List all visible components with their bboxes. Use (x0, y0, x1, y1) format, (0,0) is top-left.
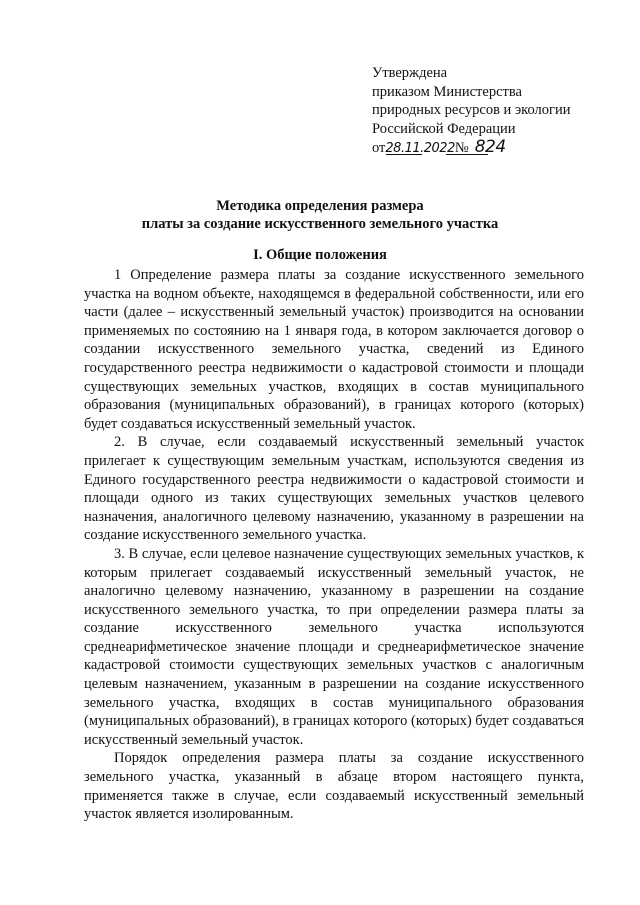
paragraph-4: Порядок определения размера платы за создание искусственного земельного участка, указанный в абзаце втором настоящего пункта, применяется также в случае, если создаваемый искусственный земельный участок является изолированным. (84, 750, 584, 823)
document-title (0, 197, 640, 233)
title-line-1: Методика определения размера (216, 198, 424, 214)
date-underline (386, 154, 422, 155)
paragraph-3: 3. В случае, если целевое назначение существующих земельных участков, к которым прилегает создаваемый искусственный земельный участок, не аналогично целевому назначению, указанному в разрешении на создание искусственного земельного участка, то при определении размера платы за создание искусственного земельного участка используются среднеарифметическое значение площади и среднеарифметическое значение кадастровой стоимости существующих земельных участков с аналогичным целевым назначением, указанным в разрешении на создание искусственного земельного участка, входящих в состав муниципального образования (муниципальных образований), в границах которого (которых) будет создаваться искусственный земельный участок. (84, 545, 584, 748)
order-date-number-line (372, 138, 570, 159)
title-line-2: платы за создание искусственного земельного участка (141, 216, 499, 232)
from-label: от (372, 140, 386, 156)
section-heading: I. Общие положения (253, 247, 387, 263)
approval-block (372, 64, 570, 159)
approval-line-1: Утверждена (372, 65, 448, 81)
handwritten-number: 824 (474, 137, 506, 157)
number-underline (446, 154, 488, 155)
approval-line-2: приказом Министерства (372, 83, 522, 100)
paragraph-1: 1 Определение размера платы за создание искусственного земельного участка на водном объекте, находящемся в федеральной собственности, или его части (далее – искусственный земельный участок) производится на основании применяемых по состоянию на 1 января года, в котором заключается договор о создании искусственного земельного участка, сведений из Единого государственного реестра недвижимости о кадастровой стоимости и площади существующих земельных участков, входящих в состав муниципального образования (муниципальных образований), в границах которого (которых) будет создаваться искусственный земельный участок. (84, 267, 584, 432)
approval-line-3: природных ресурсов и экологии (372, 102, 571, 118)
approval-line-4: Российской Федерации (372, 120, 516, 137)
handwritten-date: 28.11.2022 (385, 141, 455, 156)
number-label: № (454, 140, 469, 156)
paragraph-2: 2. В случае, если создаваемый искусственный земельный участок прилегает к существующим земельным участкам, используются сведения из Единого государственного реестра недвижимости о кадастровой стоимости и площади одного из таких существующих земельных участков целевого назначения, аналогичного целевому назначению, указанному в разрешении на создание искусственного земельного участка. (84, 434, 584, 544)
document-body (84, 266, 584, 824)
